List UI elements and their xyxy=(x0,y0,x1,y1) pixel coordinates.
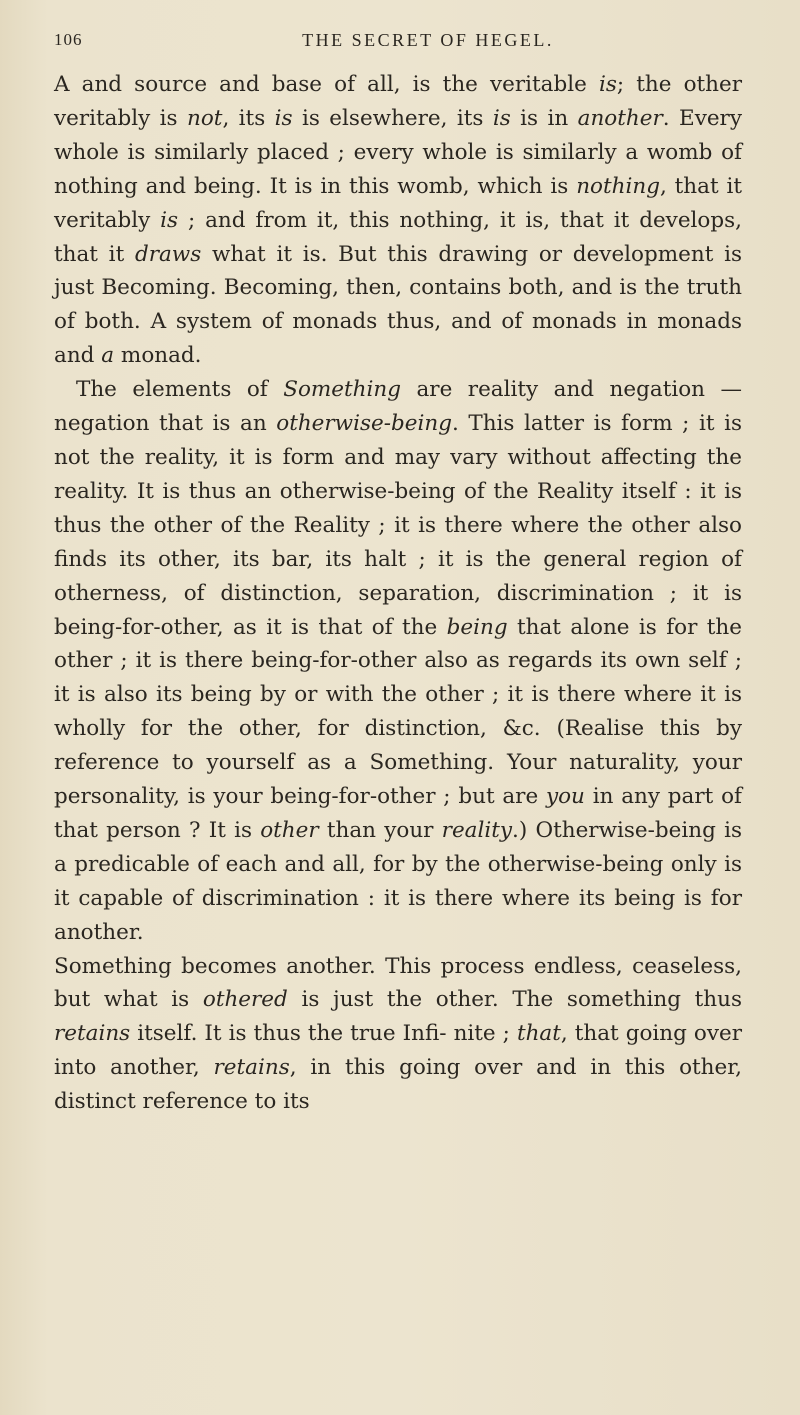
text-run: is elsewhere, its xyxy=(292,105,493,131)
text-run: . This latter is form ; it is not the reality, it is form and may vary without affecting the reality. It is thus an otherwise-being of the Reality itself : it is thus the other of the Reality ; it is there where the other also finds its other, its bar, its halt ; it is the general region of otherness, of distinction, separation, discrimination ; it is being-for-other, as it is that of the xyxy=(54,411,742,640)
paragraph-p2 xyxy=(54,373,742,949)
page-number: 106 xyxy=(54,30,83,49)
italic-text: other xyxy=(260,817,319,843)
text-run: that alone is for the other ; it is there being-for-other also as regards its own self ; it is also its being by or with the other ; it is there where it is wholly for the other, for distinction, &c. (Realise this by reference to yourself as a Something. Your naturality, your personality, is your being-for-other ; but are xyxy=(54,614,742,810)
text-run: monad. xyxy=(114,343,202,369)
text-run: itself. It is thus the true Infi- nite ; xyxy=(130,1021,517,1047)
italic-text: nothing xyxy=(576,173,660,199)
italic-text: Something xyxy=(283,377,401,403)
italic-text: you xyxy=(545,784,585,810)
italic-text: retains xyxy=(54,1021,131,1047)
running-title: THE SECRET OF HEGEL. xyxy=(302,30,554,50)
italic-text: that xyxy=(516,1021,561,1047)
text-run: , that it veritably xyxy=(54,173,743,233)
italic-text: is xyxy=(160,207,179,233)
italic-text: a xyxy=(101,343,115,369)
text-run: ; and from it, this nothing, it is, that it develops, that it xyxy=(54,207,742,267)
text-run: is in xyxy=(510,105,578,131)
page-header xyxy=(54,22,742,68)
italic-text: another xyxy=(577,105,663,131)
italic-text: draws xyxy=(134,241,202,267)
text-run: are reality and negation —negation that is an xyxy=(54,377,742,437)
text-run: Something becomes another. This process endless, ceaseless, but what is xyxy=(54,953,742,1013)
italic-text: retains xyxy=(213,1055,290,1081)
text-run: , that going over into another, xyxy=(54,1021,742,1081)
italic-text: is xyxy=(492,105,511,131)
italic-text: not xyxy=(187,105,223,131)
italic-text: being xyxy=(446,614,508,640)
italic-text: reality xyxy=(441,817,513,843)
italic-text: otherwise-being xyxy=(276,411,452,437)
italic-text: othered xyxy=(202,987,288,1013)
text-run: .) Otherwise-being is a predicable of each and all, for by the otherwise-being only is it capable of discrimination : it is there where its being is for another. xyxy=(54,817,742,945)
text-run: . Every whole is similarly placed ; every whole is similarly a womb of nothing and being. It is in this womb, which is xyxy=(54,105,742,199)
paragraph-p3 xyxy=(54,950,742,1120)
paragraph-p1 xyxy=(54,68,742,373)
italic-text: is xyxy=(274,105,293,131)
body-text xyxy=(54,68,742,1119)
text-run: is just the other. The something thus xyxy=(287,987,743,1013)
text-run: , its xyxy=(222,105,275,131)
text-run: A and source and base of all, is the veritable xyxy=(54,72,599,97)
text-run: , in this going over and in this other, distinct reference to its xyxy=(54,1055,743,1115)
text-run: than your xyxy=(318,817,442,843)
text-run: what it is. But this drawing or development is just Becoming. Becoming, then, contains both, and is the truth of both. A system of monads thus, and of monads in monads and xyxy=(54,241,742,369)
text-run: in any part of that person ? It is xyxy=(54,784,742,843)
text-run: The elements of xyxy=(76,377,284,403)
text-run: ; the other veritably is xyxy=(54,72,742,131)
italic-text: is xyxy=(598,72,617,97)
